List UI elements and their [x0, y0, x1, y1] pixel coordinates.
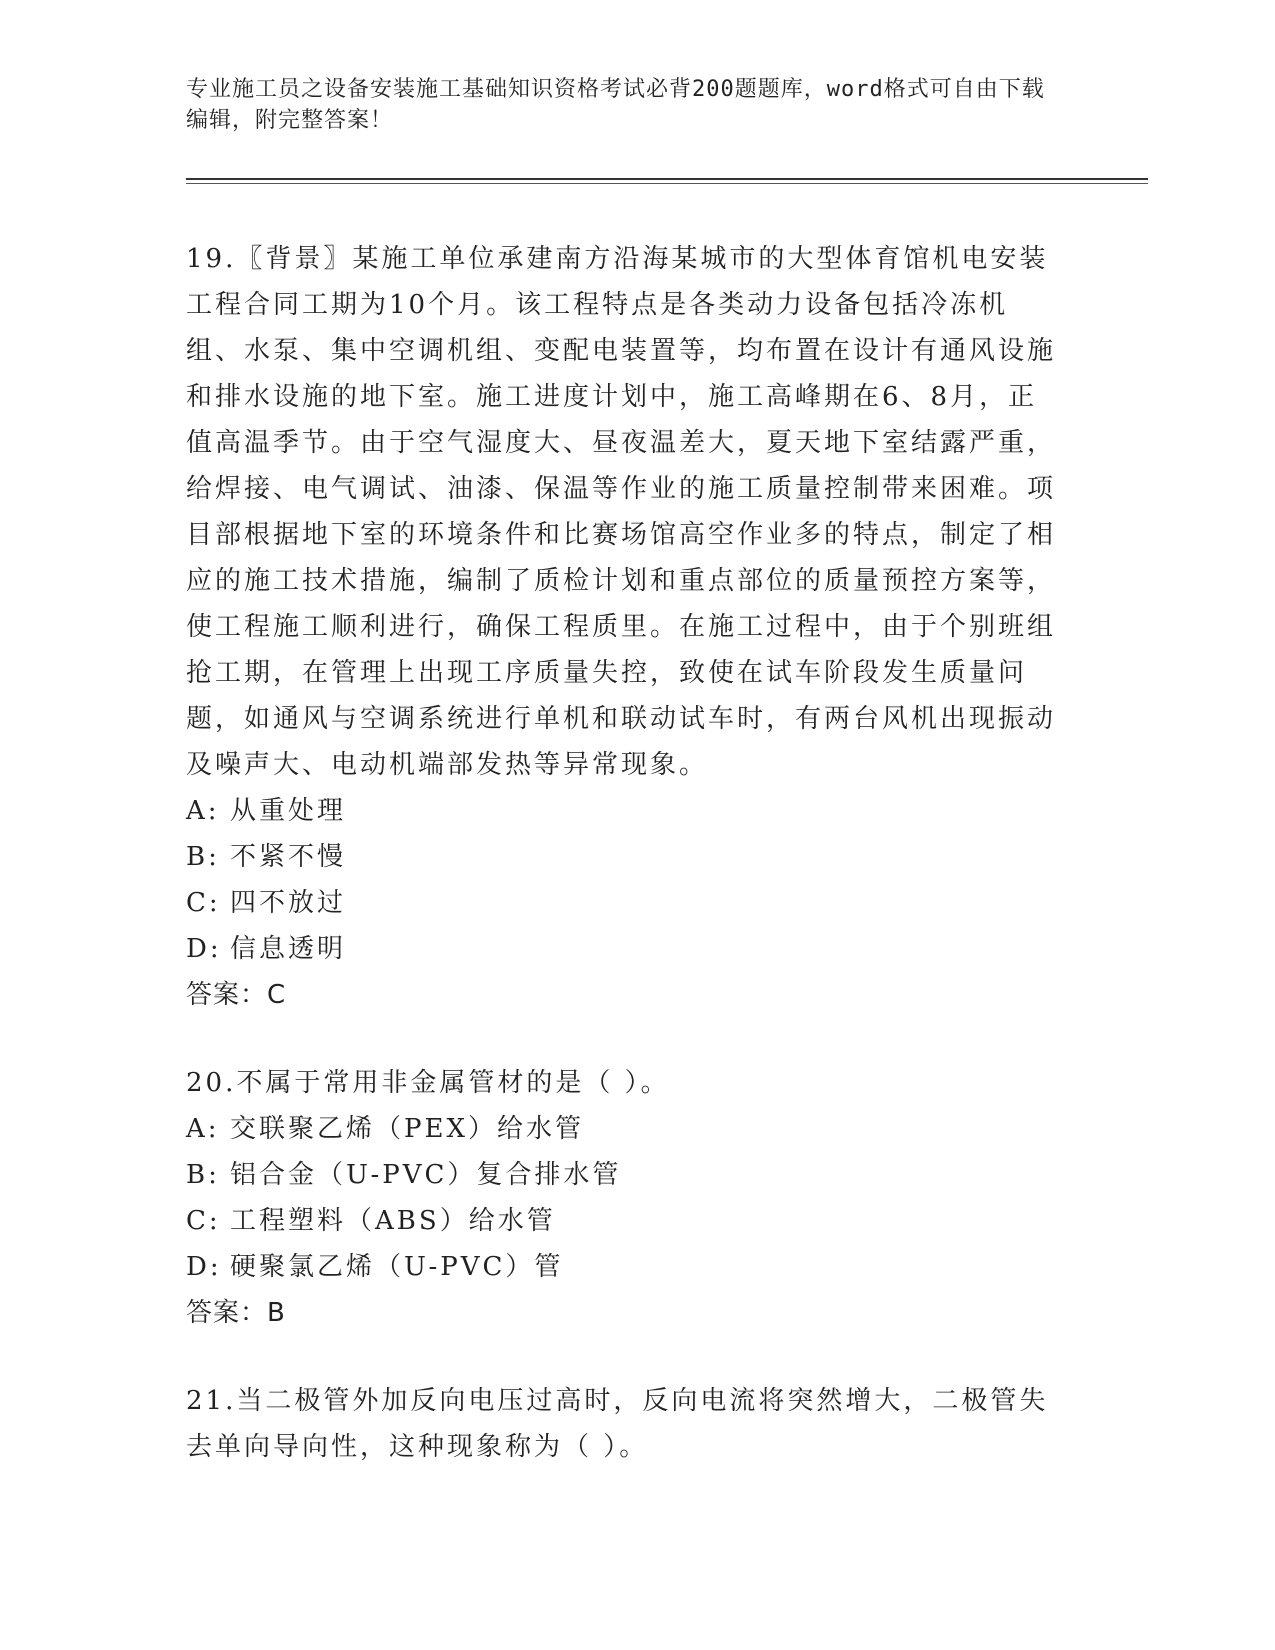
option-key: B:	[186, 1160, 220, 1190]
option-text: 工程塑料（ABS）给水管	[230, 1206, 556, 1236]
option-text: 信息透明	[230, 934, 347, 964]
option-text: 四不放过	[230, 888, 347, 918]
option-key: A:	[186, 1114, 220, 1144]
option-text: 交联聚乙烯（PEX）给水管	[230, 1114, 584, 1144]
header-rule-thin	[186, 183, 1148, 184]
question-stem: 20.不属于常用非金属管材的是（ ）。	[186, 1068, 670, 1098]
question-spacer	[186, 1018, 1066, 1060]
option-b	[186, 834, 1066, 880]
question-21	[186, 1378, 1066, 1470]
option-text: 铝合金（U-PVC）复合排水管	[230, 1160, 622, 1190]
answer-line: 答案：C	[186, 980, 287, 1010]
option-b	[186, 1152, 1066, 1198]
option-c	[186, 1198, 1066, 1244]
option-d	[186, 926, 1066, 972]
option-key: D:	[186, 934, 222, 964]
header-note: 专业施工员之设备安装施工基础知识资格考试必背200题题库，word格式可自由下载编辑，附完整答案！	[186, 77, 1045, 133]
option-key: C:	[186, 1206, 221, 1236]
option-key: B:	[186, 842, 220, 872]
question-19	[186, 236, 1066, 1018]
answer-line: 答案：B	[186, 1298, 286, 1328]
option-text: 不紧不慢	[230, 842, 347, 872]
question-list	[186, 236, 1066, 1470]
option-text: 硬聚氯乙烯（U-PVC）管	[230, 1252, 564, 1282]
question-stem: 21.当二极管外加反向电压过高时，反向电流将突然增大，二极管失去单向导向性，这种现象称为（ ）。	[186, 1386, 1049, 1462]
question-stem: 19.〖背景〗某施工单位承建南方沿海某城市的大型体育馆机电安装工程合同工期为10个月。该工程特点是各类动力设备包括冷冻机组、水泵、集中空调机组、变配电装置等，均布置在设计有通风设施和排水设施的地下室。施工进度计划中，施工高峰期在6、8月，正值高温季节。由于空气湿度大、昼夜温差大，夏天地下室结露严重，给焊接、电气调试、油漆、保温等作业的施工质量控制带来困难。项目部根据地下室的环境条件和比赛场馆高空作业多的特点，制定了相应的施工技术措施，编制了质检计划和重点部位的质量预控方案等，使工程施工顺利进行，确保工程质里。在施工过程中，由于个别班组抢工期，在管理上出现工序质量失控，致使在试车阶段发生质量问题，如通风与空调系统进行单机和联动试车时，有两台风机出现振动及噪声大、电动机端部发热等异常现象。	[186, 244, 1057, 780]
option-d	[186, 1244, 1066, 1290]
option-key: C:	[186, 888, 221, 918]
question-spacer	[186, 1336, 1066, 1378]
option-key: D:	[186, 1252, 222, 1282]
option-c	[186, 880, 1066, 926]
option-a	[186, 788, 1066, 834]
option-text: 从重处理	[230, 796, 347, 826]
option-key: A:	[186, 796, 220, 826]
option-a	[186, 1106, 1066, 1152]
header-rule	[186, 178, 1148, 180]
question-20	[186, 1060, 1066, 1336]
